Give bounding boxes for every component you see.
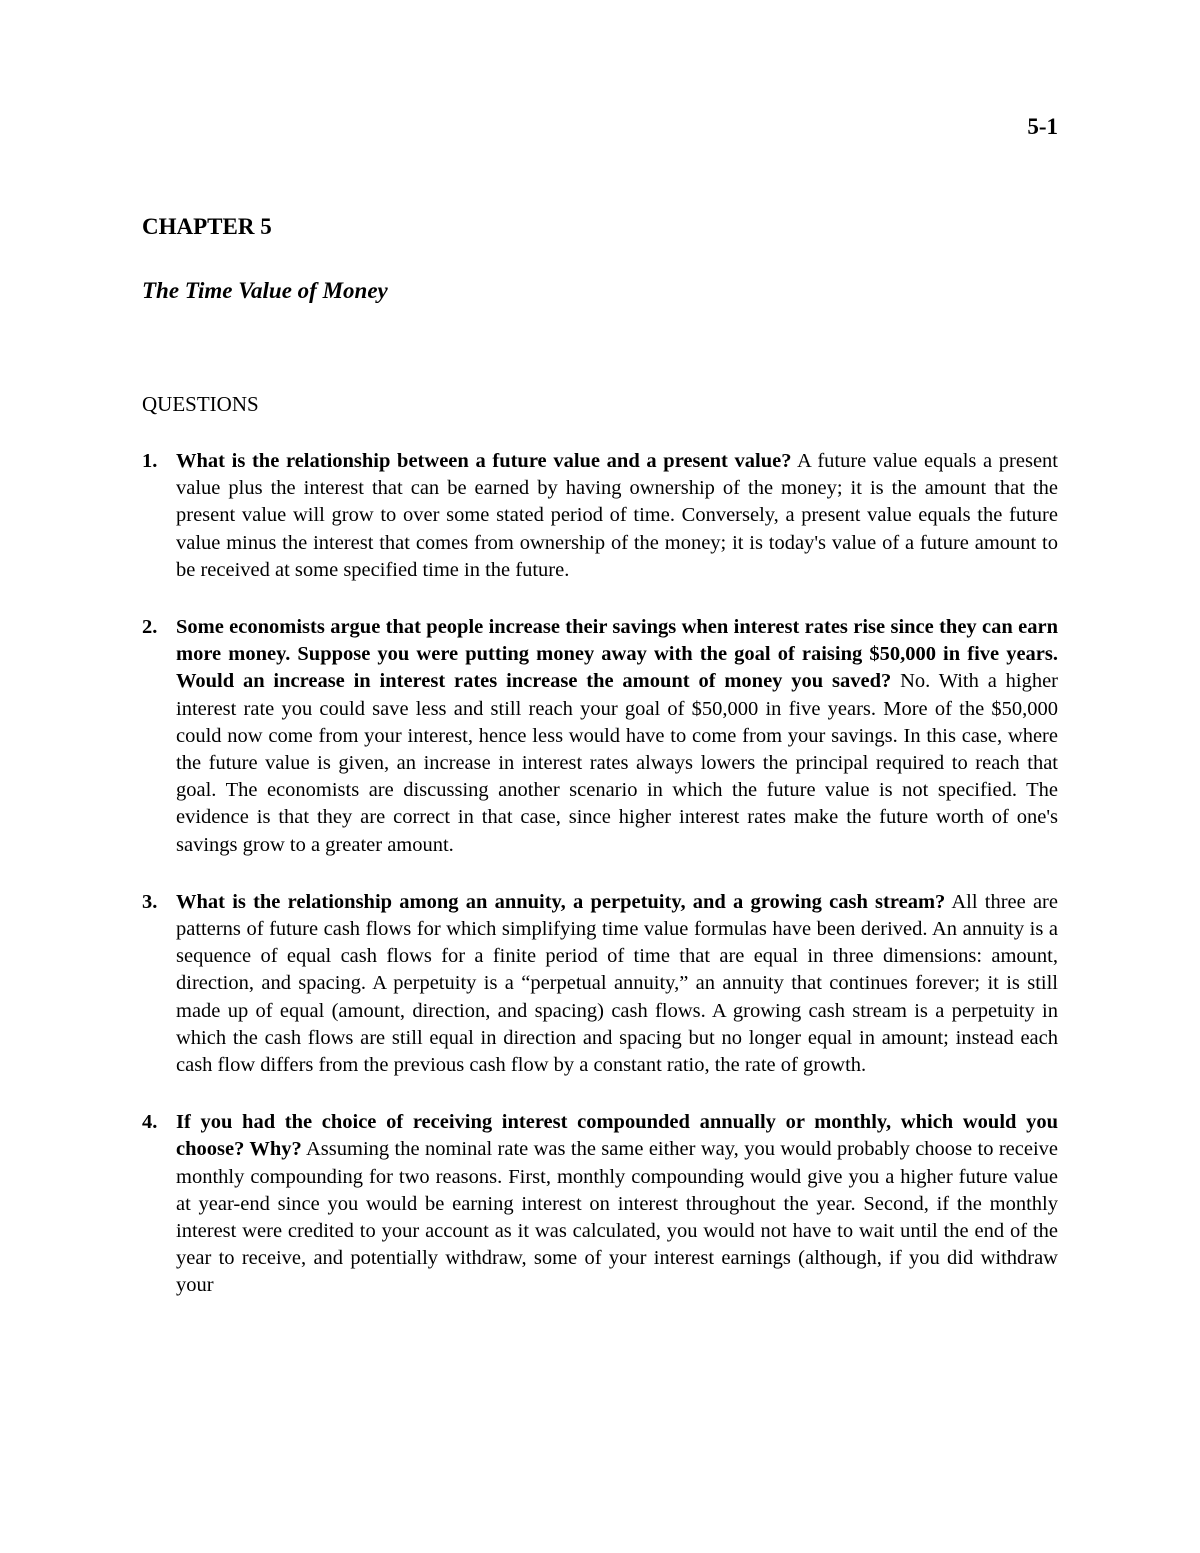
question-item-1: [142, 448, 1058, 584]
question-number: 2.: [142, 616, 158, 639]
question-number: 1.: [142, 450, 158, 472]
question-item-4: [142, 1109, 1058, 1299]
page-number: 5-1: [1027, 114, 1058, 139]
question-item-3: [142, 889, 1058, 1079]
question-number: 3.: [142, 890, 158, 913]
question-text: Some economists argue that people increase their savings when interest rates rise since they can earn more money. Suppose you were putting money away with the goal of raising $50,000 in five years. Would an increase in interest rates increase the amount of money you saved?: [176, 616, 1058, 693]
answer-text: All three are patterns of future cash flows for which simplifying time value formulas have been derived. An annuity is a sequence of equal cash flows for a finite period of time that are equal in three dimensions: amount, direction, and spacing. A perpetuity is a “perpetual annuity,” an annuity that continues forever; it is still made up of equal (amount, direction, and spacing) cash flows. A growing cash stream is a perpetuity in which the cash flows are still equal in direction and spacing but no longer equal in amount; instead each cash flow differs from the previous cash flow by a constant ratio, the rate of growth.: [176, 890, 1058, 1077]
chapter-subtitle: The Time Value of Money: [142, 278, 388, 303]
question-text: What is the relationship between a future value and a present value?: [176, 450, 792, 472]
chapter-title: CHAPTER 5: [142, 214, 272, 239]
question-number: 4.: [142, 1111, 158, 1134]
answer-text: A future value equals a present value plus the interest that can be earned by having ownership of the money; it is the amount that the present value will grow to over some stated period of time. Conversely, a present value equals the future value minus the interest that comes from ownership of the money; it is today's value of a future amount to be received at some specified time in the future.: [176, 450, 1059, 581]
answer-text: No. With a higher interest rate you could save less and still reach your goal of $50,000 in five years. More of the $50,000 could now come from your interest, hence less would have to come from your savings. In this case, where the future value is given, an increase in interest rates always lowers the principal required to reach that goal. The economists are discussing another scenario in which the future value is not specified. The evidence is that they are correct in that case, since higher interest rates make the future worth of one's savings grow to a greater amount.: [176, 670, 1058, 856]
section-heading: QUESTIONS: [142, 392, 259, 416]
question-text: If you had the choice of receiving interest compounded annually or monthly, which would you choose? Why?: [176, 1111, 1058, 1161]
question-text: What is the relationship among an annuity, a perpetuity, and a growing cash stream?: [176, 890, 946, 913]
answer-text: Assuming the nominal rate was the same either way, you would probably choose to receive monthly compounding for two reasons. First, monthly compounding would give you a higher future value at year-end since you would be earning interest on interest throughout the year. Second, if the monthly interest were credited to your account as it was calculated, you would not have to wait until the end of the year to receive, and potentially withdraw, some of your interest earnings (although, if you did withdraw your: [176, 1138, 1059, 1297]
questions-list: [142, 448, 1058, 1330]
question-item-2: [142, 614, 1058, 859]
